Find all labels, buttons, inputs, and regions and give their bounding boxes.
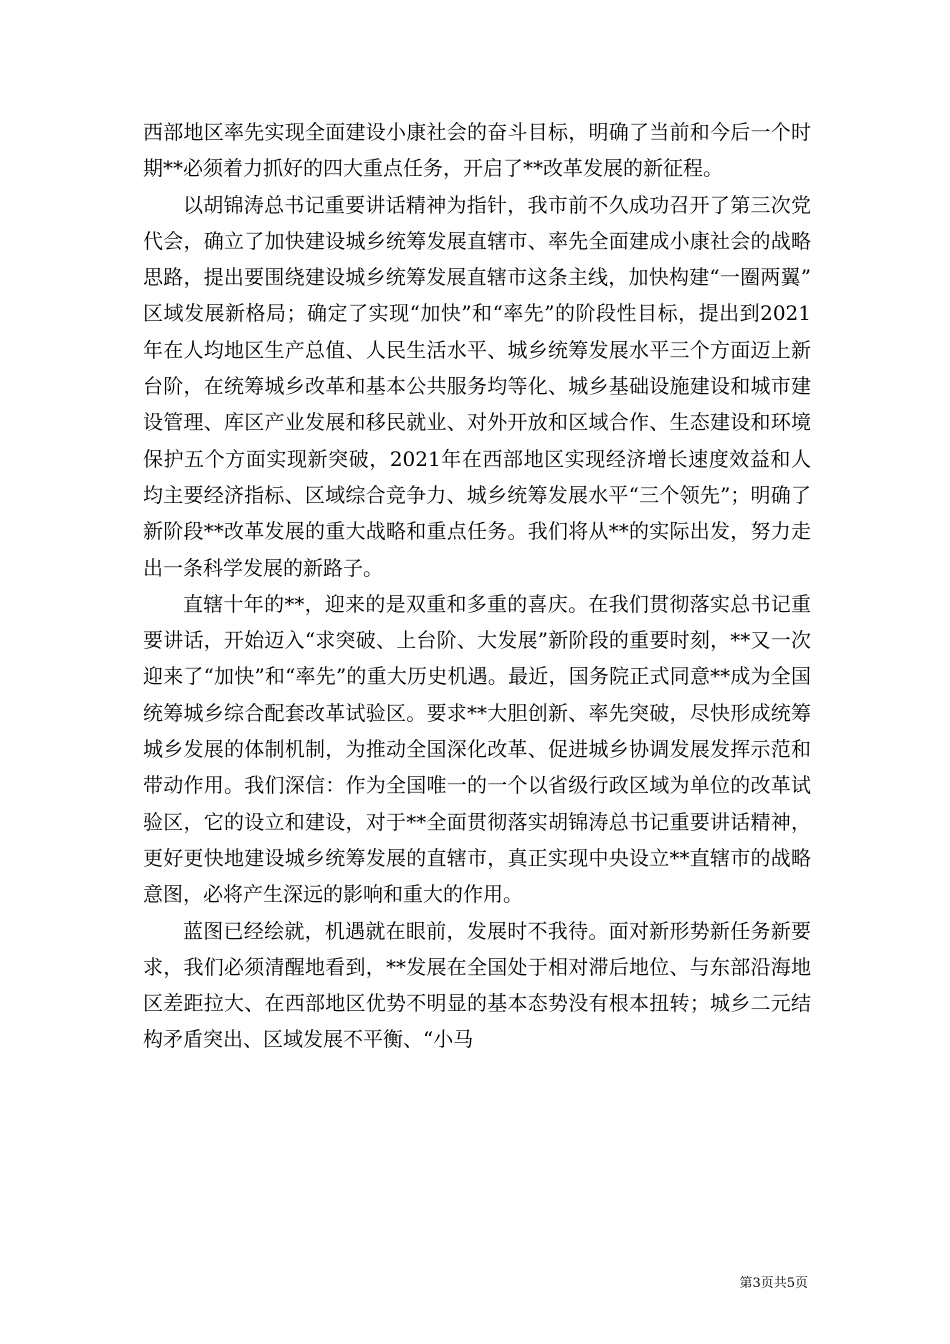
paragraph-2: 以胡锦涛总书记重要讲话精神为指针，我市前不久成功召开了第三次党代会，确立了加快建设城乡统筹发展直辖市、率先全面建成小康社会的战略思路，提出要围绕建设城乡统筹发展直辖市这条主线，加快构建“一圈两翼”区域发展新格局；确定了实现“加快”和“率先”的阶段性目标，提出到2021年在人均地区生产总值、人民生活水平、城乡统筹发展水平三个方面迈上新台阶，在统筹城乡改革和基本公共服务均等化、城乡基础设施建设和城市建设管理、库区产业发展和移民就业、对外开放和区域合作、生态建设和环境保护五个方面实现新突破，2021年在西部地区实现经济增长速度效益和人均主要经济指标、区域综合竞争力、城乡统筹发展水平“三个领先”；明确了新阶段**改革发展的重大战略和重点任务。我们将从**的实际出发，努力走出一条科学发展的新路子。 xyxy=(143,192,811,580)
document-body xyxy=(143,114,811,1058)
paragraph-4: 蓝图已经绘就，机遇就在眼前，发展时不我待。面对新形势新任务新要求，我们必须清醒地看到，**发展在全国处于相对滞后地位、与东部沿海地区差距拉大、在西部地区优势不明显的基本态势没有根本扭转；城乡二元结构矛盾突出、区域发展不平衡、“小马 xyxy=(143,918,811,1052)
paragraph-1: 西部地区率先实现全面建设小康社会的奋斗目标，明确了当前和今后一个时期**必须着力抓好的四大重点任务，开启了**改革发展的新征程。 xyxy=(143,120,811,181)
paragraph-3: 直辖十年的**，迎来的是双重和多重的喜庆。在我们贯彻落实总书记重要讲话，开始迈入“求突破、上台阶、大发展”新阶段的重要时刻，**又一次迎来了“加快”和“率先”的重大历史机遇。最近，国务院正式同意**成为全国统筹城乡综合配套改革试验区。要求**大胆创新、率先突破，尽快形成统筹城乡发展的体制机制，为推动全国深化改革、促进城乡协调发展发挥示范和带动作用。我们深信：作为全国唯一的一个以省级行政区域为单位的改革试验区，它的设立和建设，对于**全面贯彻落实胡锦涛总书记重要讲话精神，更好更快地建设城乡统筹发展的直辖市，真正实现中央设立**直辖市的战略意图，必将产生深远的影响和重大的作用。 xyxy=(143,591,811,907)
page-number-footer: 第3页共5页 xyxy=(739,1276,808,1291)
